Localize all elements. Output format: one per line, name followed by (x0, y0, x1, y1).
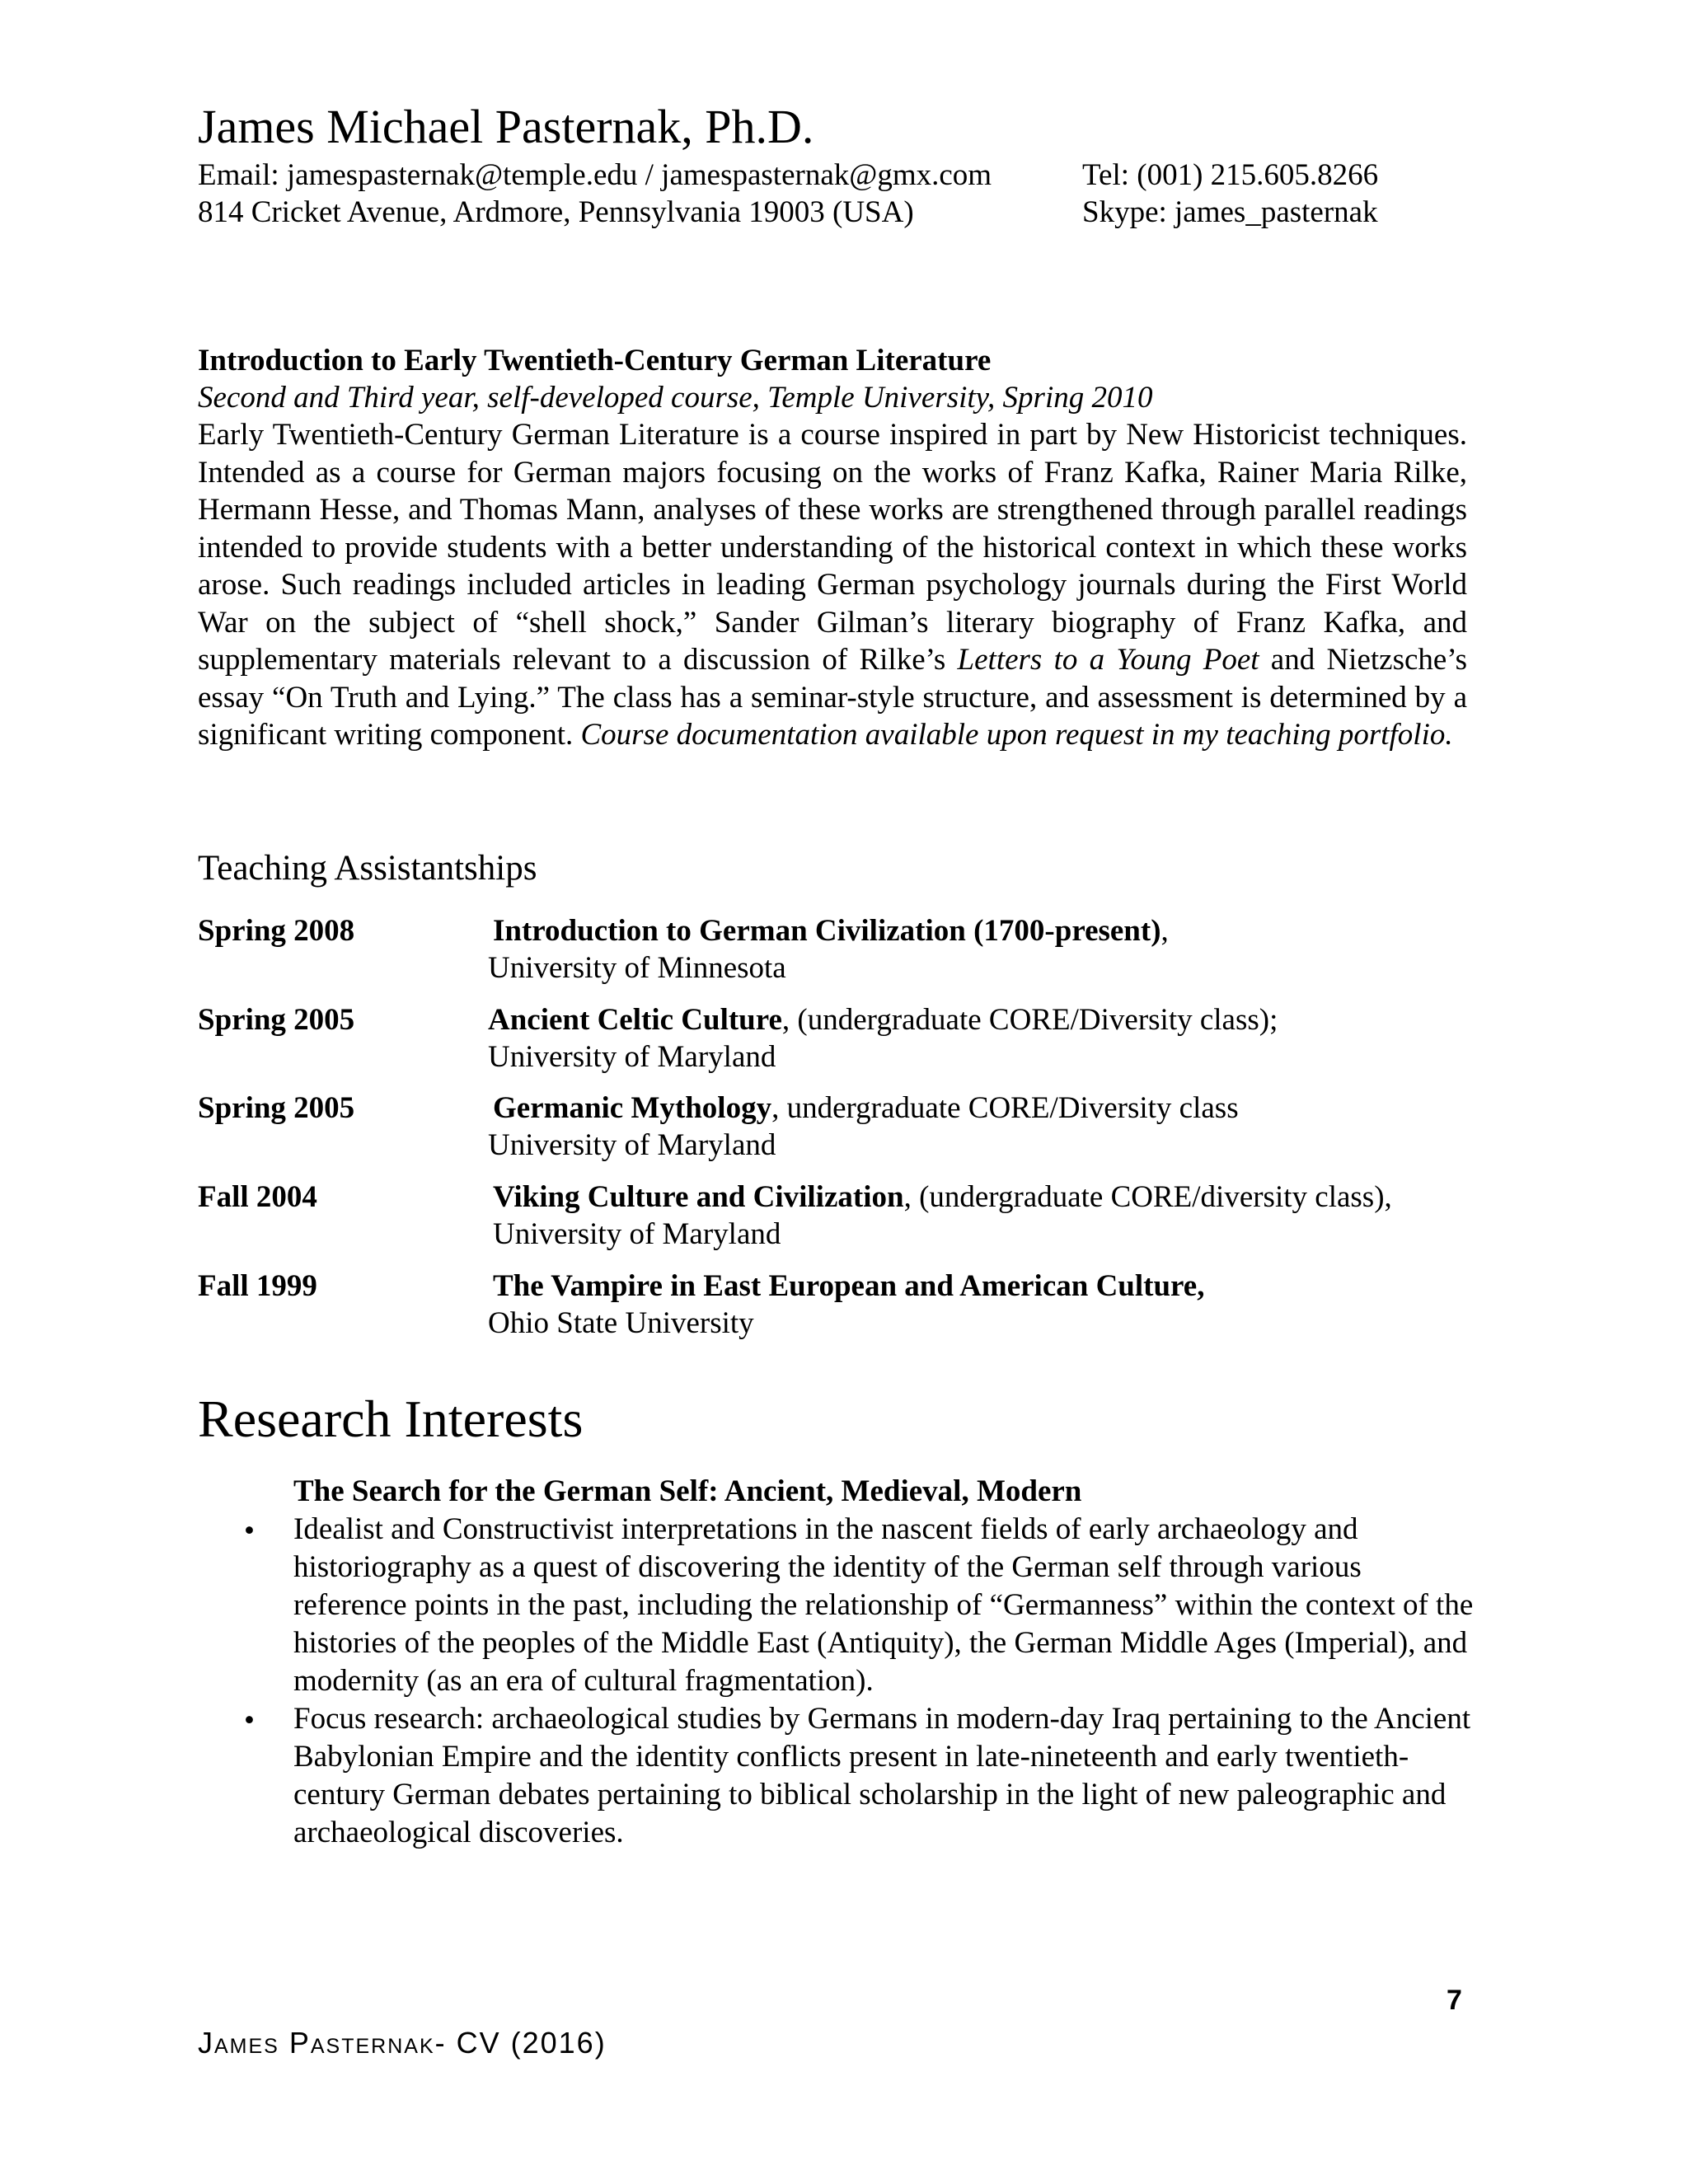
ta-course-title: Germanic Mythology (493, 1091, 772, 1125)
course-description (198, 416, 1467, 754)
research-subheading: The Search for the German Self: Ancient, Medieval, Modern (293, 1474, 1082, 1508)
ta-course (493, 1090, 1239, 1127)
ta-institution: University of Minnesota (488, 951, 786, 985)
research-heading: Research Interests (198, 1390, 584, 1448)
skype-line: Skype: james_pasternak (1082, 195, 1378, 229)
ta-course-detail: , undergraduate CORE/Diversity class (771, 1091, 1239, 1125)
ta-term: Fall 1999 (198, 1269, 317, 1303)
bullet-icon: • (244, 1704, 255, 1737)
cv-name: James Michael Pasternak, Ph.D. (198, 100, 814, 153)
ta-course (493, 1268, 1204, 1305)
ta-institution: Ohio State University (488, 1306, 754, 1340)
course-description-text-2: and Nietzsche’s essay “On Truth and Lying.” The class has a seminar-style structure, and assessment is determined by a significant writing component. (198, 643, 1467, 752)
ta-institution: University of Maryland (493, 1217, 781, 1251)
page-number: 7 (1447, 1985, 1462, 2016)
ta-course (488, 1001, 1278, 1039)
book-title: Letters to a Young Poet (957, 643, 1259, 677)
teaching-heading: Teaching Assistantships (198, 849, 537, 888)
bullet-icon: • (244, 1514, 255, 1548)
course-description-text-1: Early Twentieth-Century German Literature is a course inspired in part by New Historicist techniques. Intended as a course for German majors focusing on the works of Franz Kafka, Rainer Maria Rilke, Hermann Hesse, and Thomas Mann, analyses of these works are strengthened through parallel readings intended to provide students with a better understanding of the historical context in which these works arose. Such readings included articles in leading German psychology journals during the First World War on the subject of “shell shock,” Sander Gilman’s literary biography of Franz Kafka, and supplementary materials relevant to a discussion of Rilke’s (198, 418, 1467, 677)
ta-course-title: Viking Culture and Civilization (493, 1180, 904, 1214)
ta-term: Spring 2005 (198, 1091, 355, 1125)
ta-course (493, 912, 1169, 950)
phone-line: Tel: (001) 215.605.8266 (1082, 158, 1379, 192)
ta-term: Spring 2008 (198, 914, 355, 948)
ta-course-title: Ancient Celtic Culture (488, 1003, 782, 1037)
course-documentation-note: Course documentation available upon request in my teaching portfolio. (580, 718, 1453, 752)
research-bullet: Focus research: archaeological studies by Germans in modern-day Iraq pertaining to the Ancient Babylonian Empire and the identity conflicts present in late-nineteenth and early twentieth-century German debates pertaining to biblical scholarship in the light of new paleographic and archaeological discoveries. (293, 1702, 1471, 1849)
ta-institution: University of Maryland (488, 1128, 776, 1162)
ta-course-detail: , (undergraduate CORE/diversity class), (903, 1180, 1392, 1214)
ta-term: Fall 2004 (198, 1180, 317, 1214)
ta-term: Spring 2005 (198, 1003, 355, 1037)
ta-course-detail: , (1160, 914, 1169, 948)
research-bullet: Idealist and Constructivist interpretations in the nascent fields of early archaeology and historiography as a quest of discovering the identity of the German self through various reference points in the past, including the relationship of “Germanness” within the context of the histories of the peoples of the Middle East (Antiquity), the German Middle Ages (Imperial), and modernity (as an era of cultural fragmentation). (293, 1512, 1474, 1698)
course-title: Introduction to Early Twentieth-Century German Literature (198, 344, 992, 377)
ta-course (493, 1179, 1392, 1216)
email-line: Email: jamespasternak@temple.edu / jamespasternak@gmx.com (198, 158, 992, 192)
ta-course-title: Introduction to German Civilization (1700-present) (493, 914, 1161, 948)
ta-course-title: The Vampire in East European and American Culture, (493, 1269, 1205, 1303)
ta-course-detail: , (undergraduate CORE/Diversity class); (781, 1003, 1278, 1037)
course-subtitle: Second and Third year, self-developed course, Temple University, Spring 2010 (198, 381, 1153, 415)
address-line: 814 Cricket Avenue, Ardmore, Pennsylvania 19003 (USA) (198, 195, 914, 229)
footer-text: James Pasternak- CV (2016) (198, 2026, 607, 2060)
ta-institution: University of Maryland (488, 1040, 776, 1074)
